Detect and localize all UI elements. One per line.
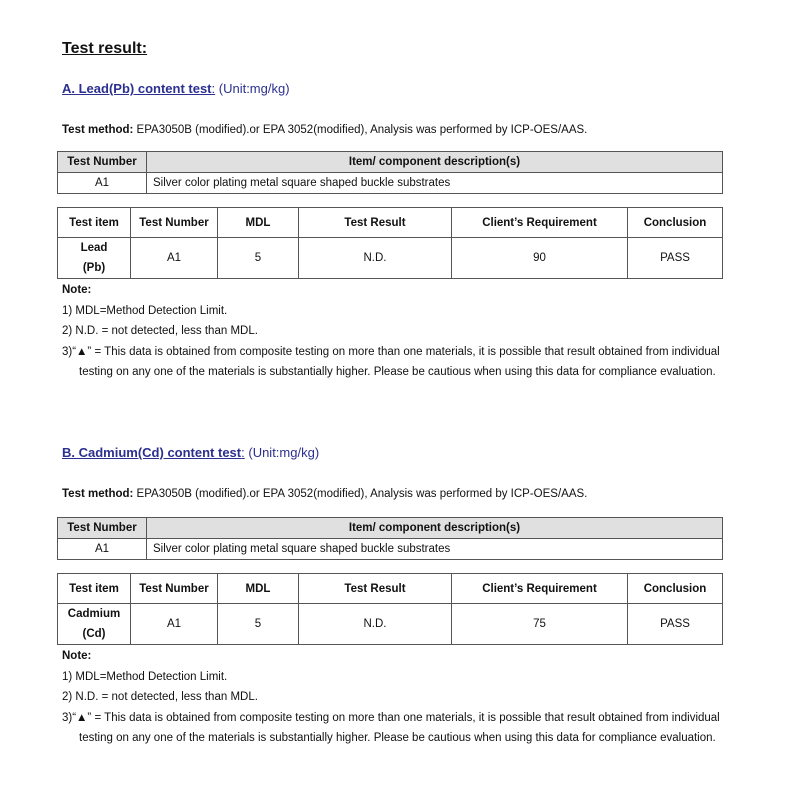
page-title: Test result: <box>62 40 148 57</box>
cell-test-item <box>58 604 131 645</box>
section-b-method <box>62 488 587 500</box>
table-row <box>58 238 723 279</box>
note-line: testing on any one of the materials is substantially higher. Please be cautious when using this data for compliance evaluation. <box>79 366 716 378</box>
section-a-title: A. Lead(Pb) content test <box>62 81 212 96</box>
note-line: 1) MDL=Method Detection Limit. <box>62 304 228 317</box>
header-mdl: MDL <box>218 574 299 604</box>
section-a-sample-table <box>57 151 723 194</box>
table-header-row <box>58 208 723 238</box>
item-name: Cadmium <box>67 608 121 620</box>
cell-client-requirement: 75 <box>452 604 628 645</box>
method-label: Test method: <box>62 488 134 500</box>
header-conclusion: Conclusion <box>628 208 723 238</box>
method-label: Test method: <box>62 124 134 136</box>
cell-description: Silver color plating metal square shaped buckle substrates <box>147 539 723 560</box>
cell-test-number: A1 <box>58 173 147 194</box>
note-line: testing on any one of the materials is substantially higher. Please be cautious when using this data for compliance evaluation. <box>79 732 716 744</box>
cell-test-item <box>58 238 131 279</box>
note-line: 3)“▲” = This data is obtained from composite testing on more than one materials, it is possible that result obtained from individual <box>62 345 720 358</box>
section-a-result-table <box>57 207 723 279</box>
table-row <box>58 173 723 194</box>
section-b-result-table <box>57 573 723 645</box>
section-a-unit: (Unit:mg/kg) <box>215 81 290 96</box>
cell-mdl: 5 <box>218 238 299 279</box>
section-b-heading <box>62 445 319 460</box>
cell-test-number: A1 <box>58 539 147 560</box>
header-client-requirement: Client’s Requirement <box>452 574 628 604</box>
cell-conclusion: PASS <box>628 238 723 279</box>
header-test-result: Test Result <box>299 208 452 238</box>
cell-mdl: 5 <box>218 604 299 645</box>
section-a-notes <box>62 280 742 383</box>
note-line: 1) MDL=Method Detection Limit. <box>62 670 228 683</box>
header-client-requirement: Client’s Requirement <box>452 208 628 238</box>
table-row <box>58 539 723 560</box>
note-line: 2) N.D. = not detected, less than MDL. <box>62 325 258 337</box>
cell-test-result: N.D. <box>299 238 452 279</box>
note-line: 2) N.D. = not detected, less than MDL. <box>62 691 258 703</box>
section-b-notes <box>62 646 742 749</box>
item-symbol: (Pb) <box>82 262 106 274</box>
section-a-heading <box>62 81 290 96</box>
cell-conclusion: PASS <box>628 604 723 645</box>
table-header-row <box>58 518 723 539</box>
header-test-result: Test Result <box>299 574 452 604</box>
header-conclusion: Conclusion <box>628 574 723 604</box>
notes-heading: Note: <box>62 650 92 662</box>
section-b-title: B. Cadmium(Cd) content test <box>62 445 242 460</box>
header-test-number: Test Number <box>58 518 147 539</box>
section-a-colon: : <box>211 81 216 96</box>
cell-description: Silver color plating metal square shaped buckle substrates <box>147 173 723 194</box>
header-mdl: MDL <box>218 208 299 238</box>
section-b-unit: (Unit:mg/kg) <box>244 445 320 460</box>
item-name: Lead <box>80 242 108 254</box>
item-symbol: (Cd) <box>82 628 106 640</box>
header-test-number: Test Number <box>58 152 147 173</box>
cell-client-requirement: 90 <box>452 238 628 279</box>
notes-heading: Note: <box>62 284 92 296</box>
header-description: Item/ component description(s) <box>147 152 723 173</box>
section-b-sample-table <box>57 517 723 560</box>
header-test-item: Test item <box>58 574 131 604</box>
cell-test-number: A1 <box>131 604 218 645</box>
note-line: 3)“▲” = This data is obtained from composite testing on more than one materials, it is possible that result obtained from individual <box>62 711 720 724</box>
header-description: Item/ component description(s) <box>147 518 723 539</box>
header-test-number: Test Number <box>131 208 218 238</box>
method-text: EPA3050B (modified).or EPA 3052(modified), Analysis was performed by ICP-OES/AAS. <box>133 488 588 500</box>
table-header-row <box>58 574 723 604</box>
header-test-item: Test item <box>58 208 131 238</box>
cell-test-number: A1 <box>131 238 218 279</box>
cell-test-result: N.D. <box>299 604 452 645</box>
method-text: EPA3050B (modified).or EPA 3052(modified), Analysis was performed by ICP-OES/AAS. <box>133 124 588 136</box>
section-a-method <box>62 124 587 136</box>
table-row <box>58 604 723 645</box>
section-b-colon: : <box>241 445 245 460</box>
table-header-row <box>58 152 723 173</box>
header-test-number: Test Number <box>131 574 218 604</box>
